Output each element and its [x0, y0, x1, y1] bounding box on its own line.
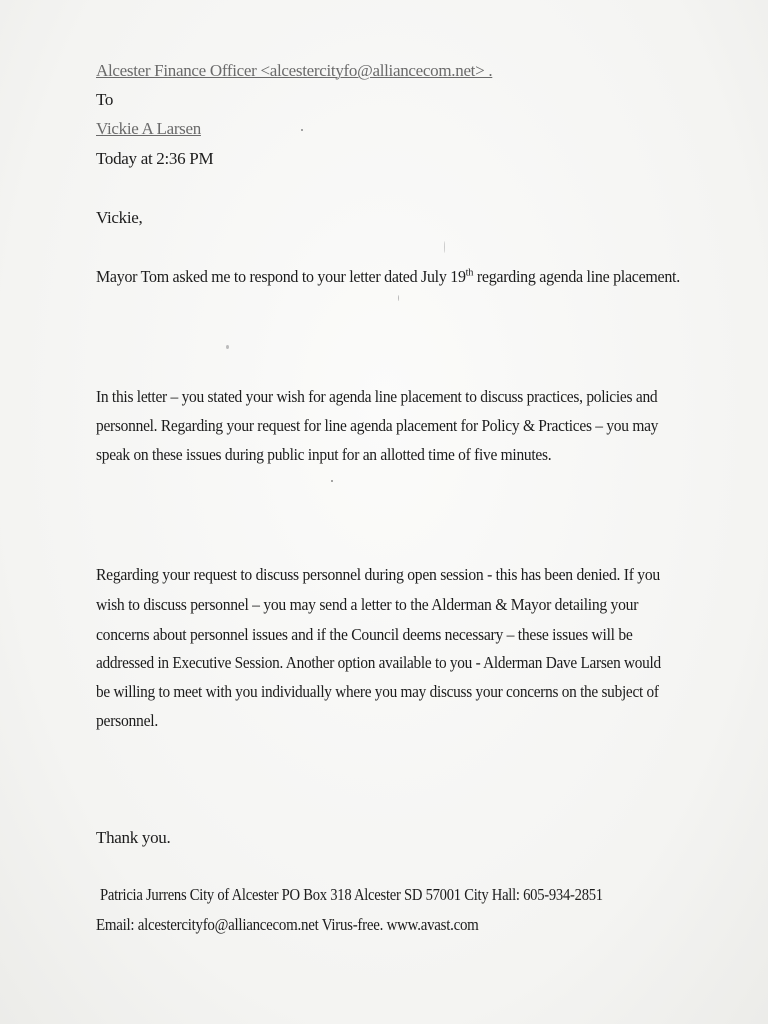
paragraph-3-line-3: concerns about personnel issues and if the Council deems necessary – these issues will be — [96, 625, 633, 644]
scan-speck — [301, 129, 303, 131]
paragraph-3-line-5: be willing to meet with you individually where you may discuss your concerns on the subject of — [96, 682, 659, 701]
scan-speck — [398, 295, 399, 301]
signature-line-1: Patricia Jurrens City of Alcester PO Box 318 Alcester SD 57001 City Hall: 605-934-2851 — [100, 885, 603, 904]
paragraph-3-line-4: addressed in Executive Session. Another option available to you - Alderman Dave Larsen would — [96, 653, 661, 672]
paragraph-3-line-1: Regarding your request to discuss personnel during open session - this has been denied. If you — [96, 565, 660, 584]
sender-link[interactable]: Alcester Finance Officer <alcestercityfo@alliancecom.net> . — [96, 61, 493, 80]
scan-speck — [331, 480, 333, 482]
to-label: To — [96, 90, 114, 109]
scan-speck — [226, 345, 229, 349]
paragraph-2-line-3: speak on these issues during public input for an allotted time of five minutes. — [96, 445, 552, 464]
ordinal-suffix: th — [465, 266, 474, 279]
date-line: Today at 2:36 PM — [96, 149, 214, 168]
paragraph-3-line-2: wish to discuss personnel – you may send a letter to the Alderman & Mayor detailing your — [96, 595, 639, 614]
paragraph-2-line-2: personnel. Regarding your request for line agenda placement for Policy & Practices – you may — [96, 416, 659, 435]
greeting: Vickie, — [96, 208, 143, 227]
paragraph-1 — [96, 262, 680, 292]
paragraph-1-text-b: regarding agenda line placement. — [473, 267, 680, 286]
paragraph-2-line-1: In this letter – you stated your wish for agenda line placement to discuss practices, policies and — [96, 387, 658, 406]
scan-speck — [444, 241, 445, 253]
closing: Thank you. — [96, 828, 171, 847]
paragraph-3-line-6: personnel. — [96, 711, 158, 730]
recipient-link[interactable]: Vickie A Larsen — [96, 119, 201, 138]
signature-line-2: Email: alcestercityfo@alliancecom.net Virus-free. www.avast.com — [96, 915, 479, 934]
sender-line — [96, 56, 492, 86]
paragraph-1-text-a: Mayor Tom asked me to respond to your letter dated July 19 — [96, 267, 466, 286]
recipient-line — [96, 114, 201, 144]
